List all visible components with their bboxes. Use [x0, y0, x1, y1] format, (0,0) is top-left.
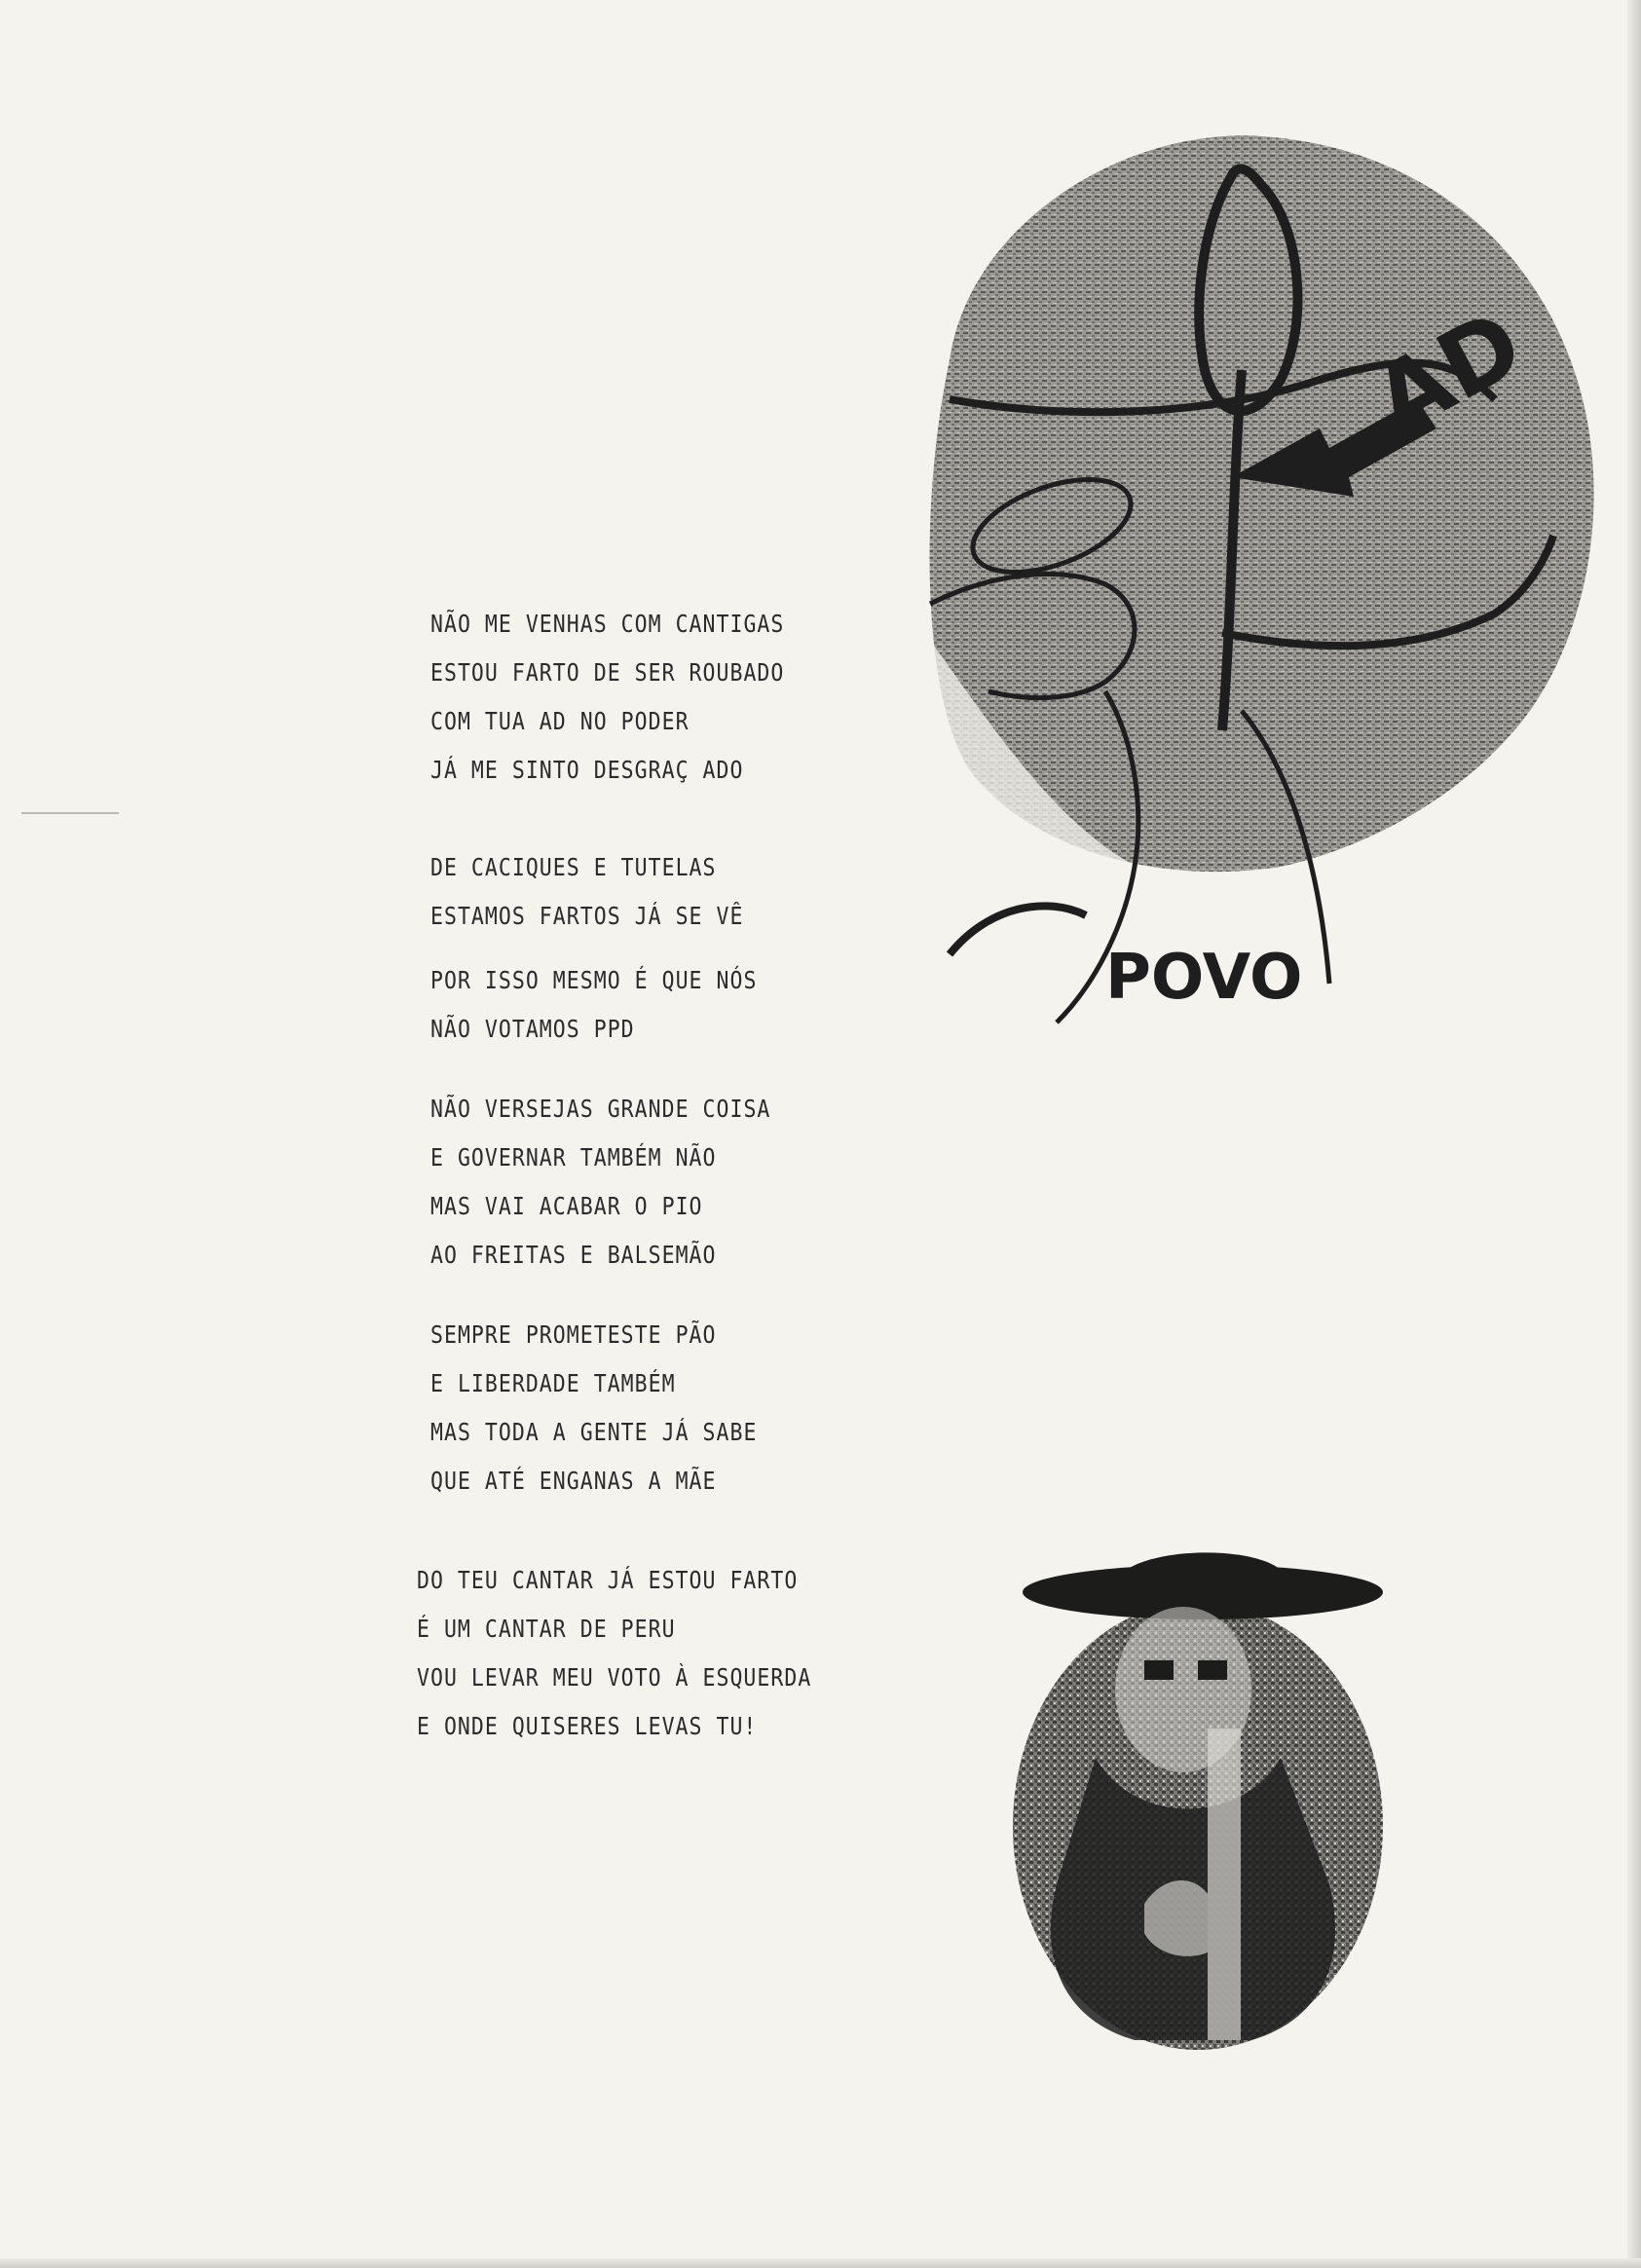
- cartoon-label-povo: POVO: [1105, 942, 1303, 1014]
- poem-line: COM TUA AD NO PODER: [430, 707, 690, 735]
- poem-line: MAS TODA A GENTE JÁ SABE: [430, 1418, 758, 1446]
- poem-line: DO TEU CANTAR JÁ ESTOU FARTO: [417, 1566, 799, 1594]
- poem-line: ESTAMOS FARTOS JÁ SE VÊ: [430, 902, 744, 930]
- poem-line: SEMPRE PROMETESTE PÃO: [430, 1320, 717, 1349]
- poem-line: NÃO ME VENHAS COM CANTIGAS: [430, 610, 785, 638]
- hat-man-portrait-icon: [998, 1534, 1407, 2060]
- poem-line: É UM CANTAR DE PERU: [417, 1615, 676, 1643]
- poem-line: ESTOU FARTO DE SER ROUBADO: [430, 658, 785, 687]
- poem-line: E LIBERDADE TAMBÉM: [430, 1369, 676, 1397]
- cartoon-label-ad: AD: [1356, 288, 1541, 456]
- poem-line: QUE ATÉ ENGANAS A MÃE: [430, 1467, 717, 1495]
- poem-line: E ONDE QUISERES LEVAS TU!: [417, 1712, 758, 1740]
- poem-line: DE CACIQUES E TUTELAS: [430, 853, 717, 881]
- poem-line: NÃO VOTAMOS PPD: [430, 1015, 635, 1043]
- poem-line: JÁ ME SINTO DESGRAÇ ADO: [430, 756, 744, 784]
- poem-line: E GOVERNAR TAMBÉM NÃO: [430, 1143, 717, 1171]
- poem-line: NÃO VERSEJAS GRANDE COISA: [430, 1095, 771, 1123]
- poem-line: VOU LEVAR MEU VOTO À ESQUERDA: [417, 1663, 812, 1692]
- noose-cartoon-icon: [911, 107, 1612, 1071]
- poem-line: MAS VAI ACABAR O PIO: [430, 1192, 703, 1220]
- poem-line: POR ISSO MESMO É QUE NÓS: [430, 966, 758, 994]
- poem-line: AO FREITAS E BALSEMÃO: [430, 1241, 717, 1269]
